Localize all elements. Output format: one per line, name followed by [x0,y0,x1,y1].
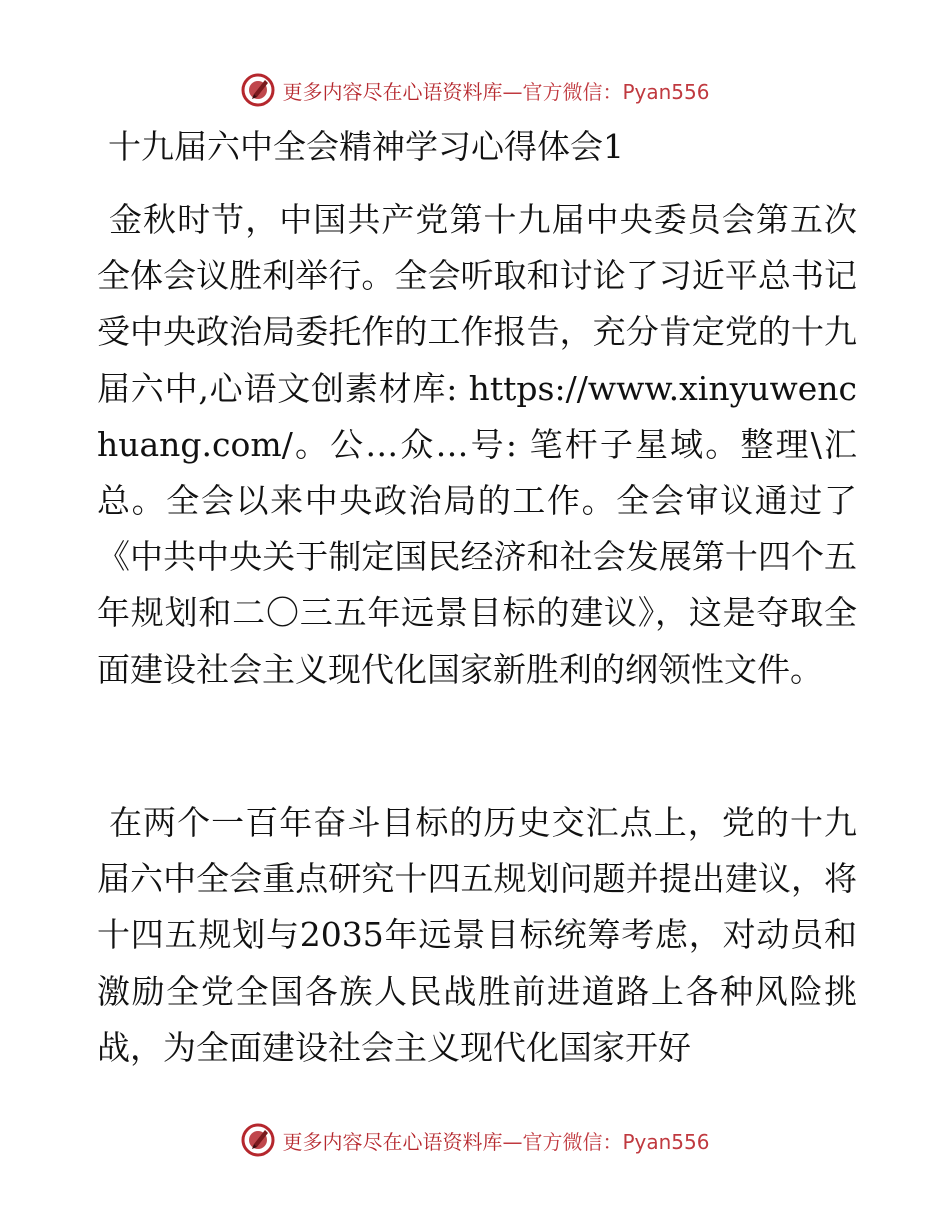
banner-contact: —官方微信：Pyan556 [502,1129,710,1154]
banner-text: 更多内容尽在心语资料库 [282,1129,503,1154]
header-banner [0,70,950,110]
document-title: 十九届六中全会精神学习心得体会1 [108,127,624,166]
banner-contact: —官方微信：Pyan556 [502,79,710,104]
pen-nib-icon [240,1122,276,1158]
paragraph-2: 在两个一百年奋斗目标的历史交汇点上，党的十九届六中全会重点研究十四五规划问题并提出建议，将十四五规划与2035年远景目标统筹考虑，对动员和激励全党全国各族人民战胜前进道路上各种风险挑战，为全面建设社会主义现代化国家开好 [97,803,857,1067]
paragraph-1: 金秋时节，中国共产党第十九届中央委员会第五次全体会议胜利举行。全会听取和讨论了习近平总书记受中央政治局委托作的工作报告，充分肯定党的十九届六中,心语文创素材库: https://www.xinyuwenchuang.com/。公…众…号: 笔杆子星域。整理\汇总。全会以来中央政治局的工作。全会审议通过了《中共中央关于制定国民经济和社会发展第十四个五年规划和二〇三五年远景目标的建议》，这是夺取全面建设社会主义现代化国家新胜利的纲领性文件。 [97,200,857,689]
banner-text: 更多内容尽在心语资料库 [282,79,503,104]
footer-banner [0,1120,950,1160]
pen-nib-icon [240,72,276,108]
